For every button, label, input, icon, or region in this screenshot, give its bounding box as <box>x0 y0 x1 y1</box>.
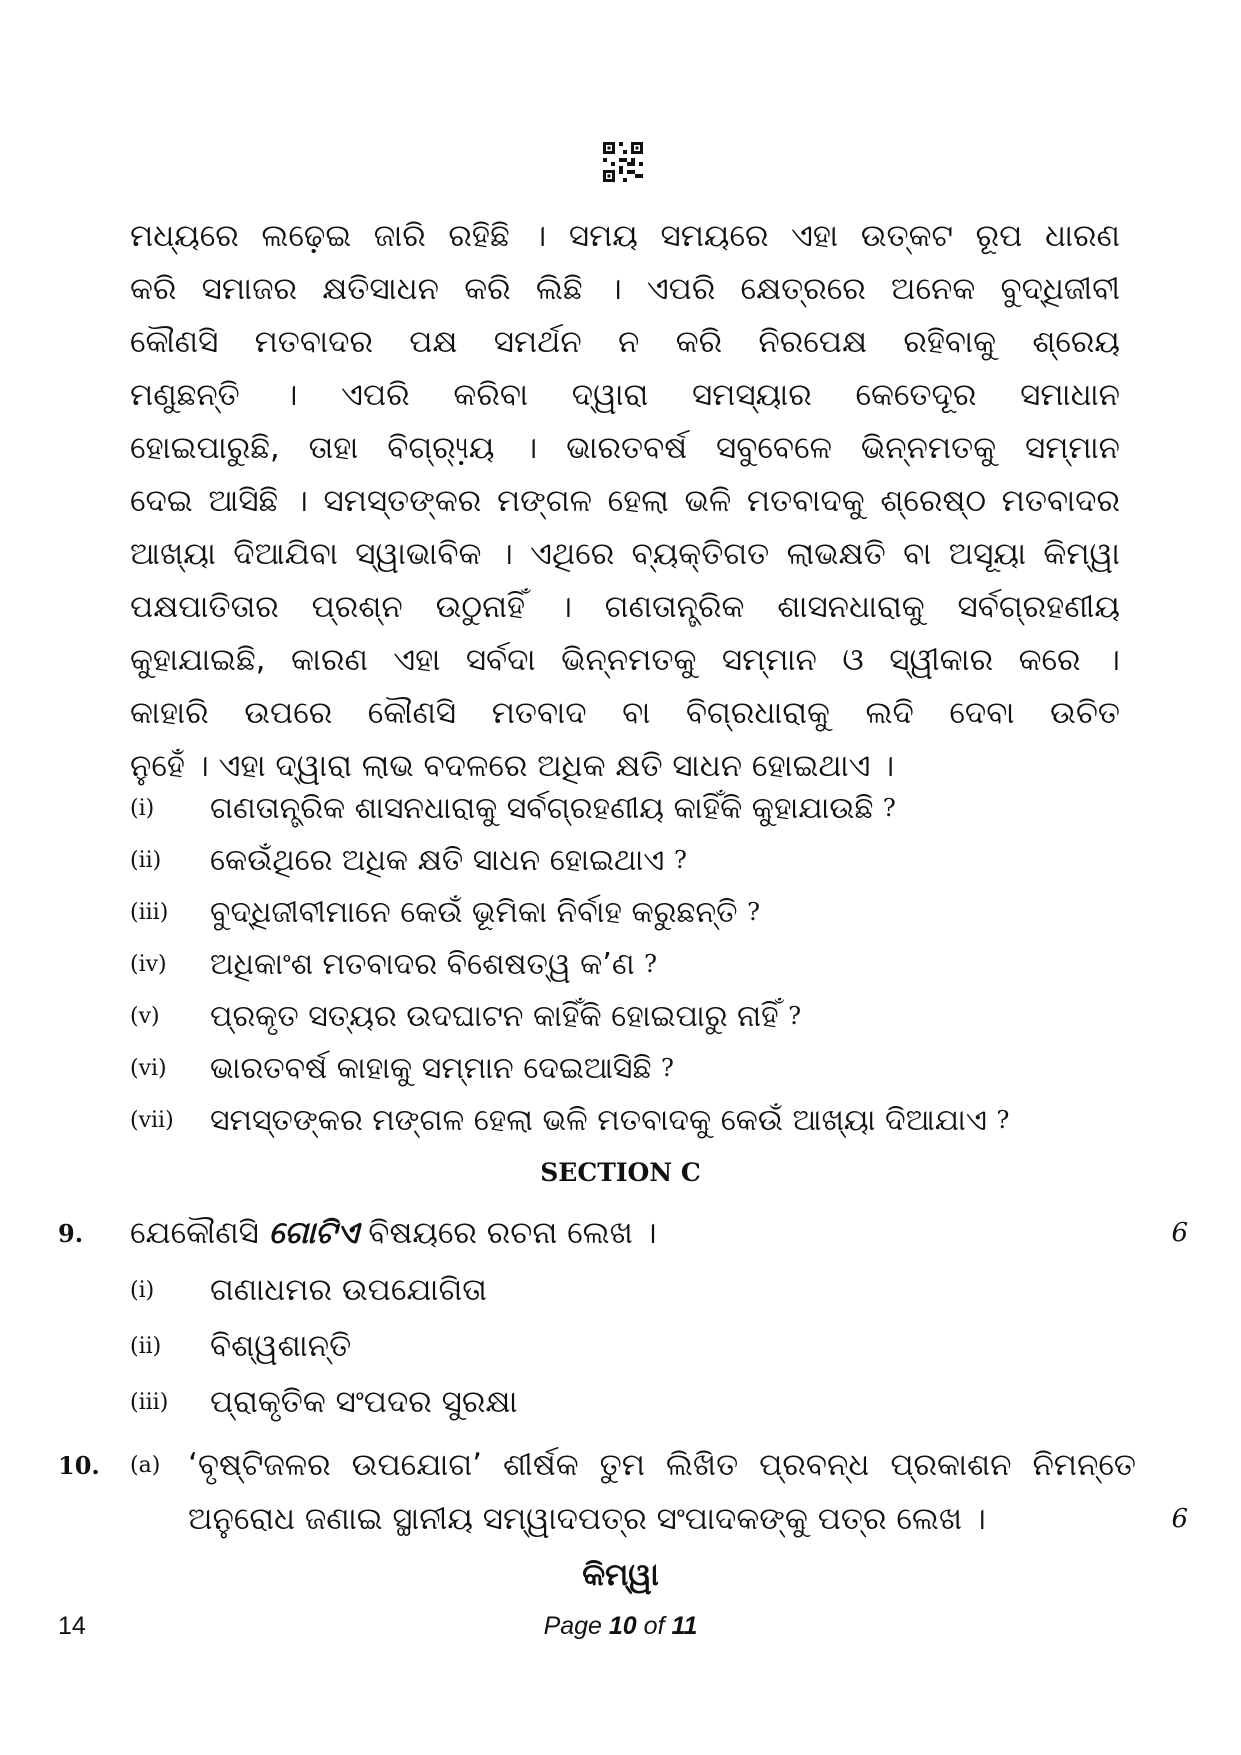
question-text-part: ଯେକୌଣସି <box>130 1214 269 1251</box>
question-item <box>130 990 1120 1042</box>
question-number: (iv) <box>130 951 167 977</box>
question-text: ବୁଦ୍ଧିଜୀବୀମାନେ କେଉଁ ଭୂମିକା ନିର୍ବାହ କରୁଛନ୍ତି <box>210 894 738 930</box>
option-text: ବିଶ୍ୱଶାନ୍ତି <box>210 1327 352 1364</box>
page-prefix: Page <box>543 1612 609 1640</box>
question-mark: ? <box>788 1002 802 1030</box>
part-label: (a) <box>130 1452 161 1478</box>
question-number: (vii) <box>130 1107 174 1133</box>
marks: 6 <box>1171 1218 1188 1248</box>
question-text: ଭାରତବର୍ଷ କାହାକୁ ସମ୍ମାନ ଦେଇଆସିଛି <box>210 1050 652 1086</box>
essay-option <box>130 1374 517 1430</box>
question-mark: ? <box>661 1054 674 1082</box>
page-number: 14 <box>58 1612 86 1640</box>
passage-line: ନୁହେଁ । ଏହା ଦ୍ୱାରା ଲାଭ ବଦଳରେ ଅଧିକ କ୍ଷତି ସାଧନ ହୋଇଥାଏ । <box>130 748 895 784</box>
option-number: (ii) <box>130 1333 162 1359</box>
essay-option <box>130 1262 487 1318</box>
question-text: ଗଣତାନ୍ତ୍ରିକ ଶାସନଧାରାକୁ ସର୍ବଗ୍ରହଣୀୟ କାହିଁକି କୁହାଯାଉଛି <box>210 790 874 826</box>
question-item <box>130 1042 1120 1094</box>
question-text: ସମସ୍ତଙ୍କର ମଙ୍ଗଳ ହେଲା ଭଳି ମତବାଦକୁ କେଉଁ ଆଖ୍ୟା ଦିଆଯାଏ <box>210 1102 987 1138</box>
question-mark: ? <box>996 1106 1010 1134</box>
comprehension-passage <box>130 210 1120 793</box>
question-mark: ? <box>882 794 896 822</box>
question-item <box>130 834 1120 886</box>
question-number: (iii) <box>130 899 169 925</box>
question-mark: ? <box>747 898 760 926</box>
or-label: କିମ୍ୱା <box>582 1557 659 1593</box>
comprehension-questions <box>130 782 1120 1146</box>
passage-line: ମଧ୍ୟରେ ଲଢ଼େଇ ଜାରି ରହିଛି । ସମୟ ସମୟରେ ଏହା ଉତ୍କଟ ରୂପ ଧାରଣ <box>130 218 1120 254</box>
question-item <box>130 938 1120 990</box>
passage-line: ମଣୁଛନ୍ତି । ଏପରି କରିବା ଦ୍ୱାରା ସମସ୍ୟାର କେତେଦୂର ସମାଧାନ <box>130 377 1120 413</box>
question-10 <box>58 1438 1188 1546</box>
passage-line: ପକ୍ଷପାତିତାର ପ୍ରଶ୍ନ ଉଠୁନାହିଁ । ଗଣତାନ୍ତ୍ରିକ ଶାସନଧାରାକୁ ସର୍ବଗ୍ରହଣୀୟ <box>130 589 1120 625</box>
passage-line: କରି ସମାଜର କ୍ଷତିସାଧନ କରି ଲିଛି । ଏପରି କ୍ଷେତ୍ରରେ ଅନେକ ବୁଦ୍ଧିଜୀବୀ <box>130 271 1120 307</box>
question-item <box>130 886 1120 938</box>
question-text-part: ବିଷୟରେ ରଚନା ଲେଖ । <box>358 1214 657 1251</box>
question-text: ଅନୁରୋଧ ଜଣାଇ ସ୍ଥାନୀୟ ସମ୍ୱାଦପତ୍ର ସଂପାଦକଙ୍କୁ ପତ୍ର ଲେଖ । <box>188 1500 986 1537</box>
question-number: (ii) <box>130 847 162 873</box>
passage-line: କୁହାଯାଇଛି, କାରଣ ଏହା ସର୍ବଦା ଭିନ୍ନମତକୁ ସମ୍ମାନ ଓ ସ୍ୱୀକାର କରେ । <box>130 642 1120 678</box>
question-text <box>130 1215 1148 1252</box>
question-number: (v) <box>130 1003 160 1029</box>
passage-line: କୌଣସି ମତବାଦର ପକ୍ଷ ସମର୍ଥନ ନ କରି ନିରପେକ୍ଷ ରହିବାକୁ ଶ୍ରେୟ <box>130 324 1120 360</box>
passage-line: ଦେଇ ଆସିଛି । ସମସ୍ତଙ୍କର ମଙ୍ଗଳ ହେଲା ଭଳି ମତବାଦକୁ ଶ୍ରେଷ୍ଠ ମତବାଦର <box>130 483 1120 519</box>
question-mark: ? <box>644 950 657 978</box>
page-current: 10 <box>608 1612 637 1640</box>
question-text: ‘ବୃଷ୍ଟିଜଳର ଉପଯୋଗ’ ଶୀର୍ଷକ ତୁମ ଲିଖିତ ପ୍ରବନ୍ଧ ପ୍ରକାଶନ ନିମନ୍ତେ <box>188 1446 1136 1483</box>
page-total: 11 <box>671 1612 698 1640</box>
page-middle: of <box>636 1612 672 1640</box>
question-item <box>130 782 1120 834</box>
question-text: କେଉଁଥିରେ ଅଧିକ କ୍ଷତି ସାଧନ ହୋଇଥାଏ <box>210 842 665 878</box>
question-number: (i) <box>130 795 155 821</box>
question-item <box>130 1094 1120 1146</box>
essay-option <box>130 1318 351 1374</box>
question-9 <box>58 1205 1188 1261</box>
passage-line: ହୋଇପାରୁଛି, ତାହା ବିଗ୍ର୍ଯ୍ୟ । ଭାରତବର୍ଷ ସବୁବେଳେ ଭିନ୍ନମତକୁ ସମ୍ମାନ <box>130 430 1120 466</box>
option-number: (iii) <box>130 1389 169 1415</box>
option-number: (i) <box>130 1277 155 1303</box>
question-number: (vi) <box>130 1055 167 1081</box>
passage-line: କାହାରି ଉପରେ କୌଣସି ମତବାଦ ବା ବିଗ୍ରଧାରାକୁ ଲଦି ଦେବା ଉଚିତ <box>130 695 1120 731</box>
option-text: ଗଣାଧମର ଉପଯୋଗିତା <box>210 1271 487 1308</box>
passage-line: ଆଖ୍ୟା ଦିଆଯିବା ସ୍ୱାଭାବିକ । ଏଥିରେ ବ୍ୟକ୍ତିଗତ ଲାଭକ୍ଷତି ବା ଅସୂୟା କିମ୍ୱା <box>130 536 1120 572</box>
emphasis-text: ଗୋଟିଏ <box>268 1214 359 1251</box>
question-text: ଅଧିକାଂଶ ମତବାଦର ବିଶେଷତ୍ୱ କ’ଣ <box>210 946 635 982</box>
section-title: SECTION C <box>540 1158 701 1187</box>
qr-code-icon <box>603 142 643 182</box>
page-indicator <box>0 1612 1241 1641</box>
option-text: ପ୍ରାକୃତିକ ସଂପଦର ସୁରକ୍ଷା <box>210 1383 518 1420</box>
question-number: 10. <box>58 1450 100 1480</box>
question-number: 9. <box>58 1218 84 1248</box>
marks: 6 <box>1171 1504 1188 1534</box>
question-text: ପ୍ରକୃତ ସତ୍ୟର ଉଦଘାଟନ କାହିଁକି ହୋଇପାରୁ ନାହିଁ <box>210 998 779 1034</box>
question-mark: ? <box>673 846 687 874</box>
